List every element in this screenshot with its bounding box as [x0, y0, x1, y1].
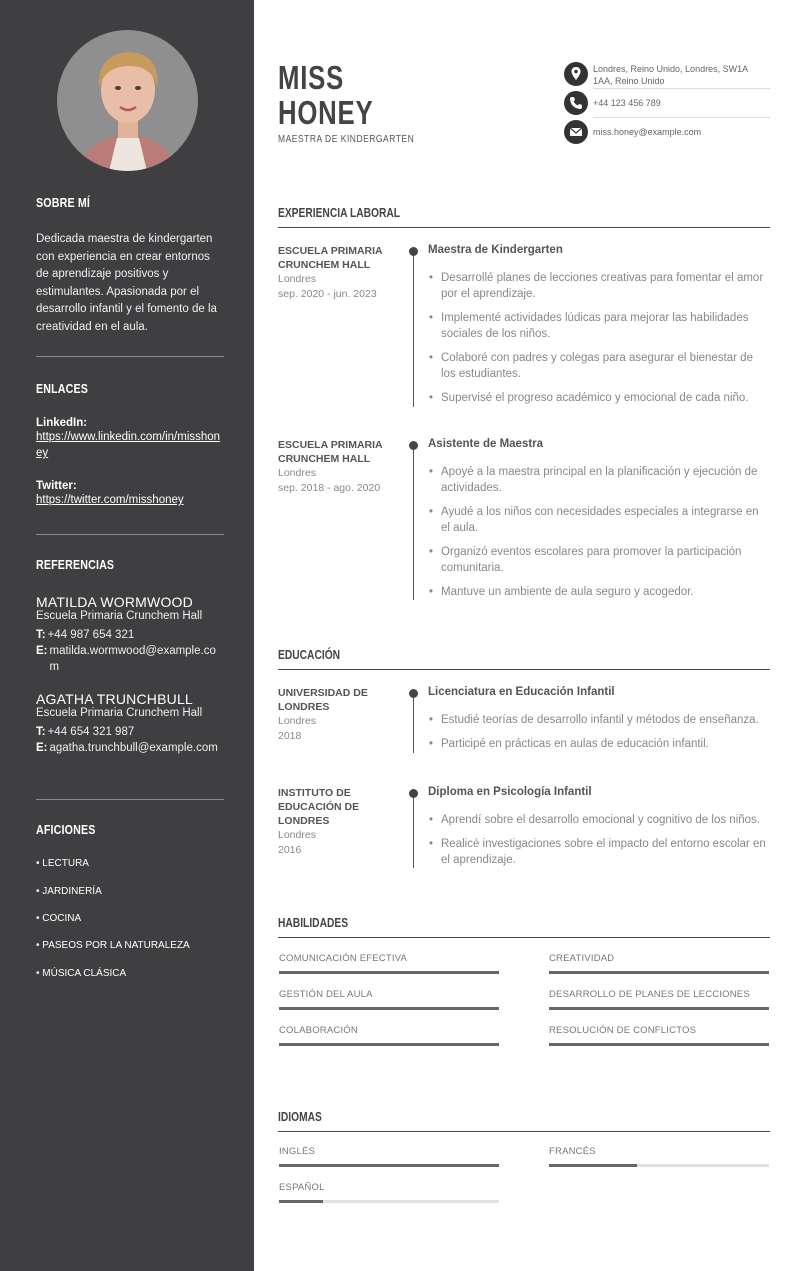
hobby-item: • LECTURA: [36, 858, 89, 869]
skill-bar-fill: [549, 1043, 769, 1046]
bullet-item: • Participé en prácticas en aulas de educación infantil.: [428, 736, 770, 752]
timeline-line: [413, 793, 414, 868]
timeline-dot: [409, 789, 418, 798]
language-item: [279, 1182, 499, 1193]
bullet-item: • Colaboré con padres y colegas para asegurar el bienestar de los estudiantes.: [428, 350, 770, 382]
phone-label: T:: [36, 726, 46, 738]
bullet-item: • Aprendí sobre el desarrollo emocional y cognitivo de los niños.: [428, 812, 770, 828]
divider: [593, 88, 770, 89]
reference-email: matilda.wormwood@example.com: [49, 645, 216, 673]
email-label: E:: [36, 645, 48, 657]
skill-name: COLABORACIÓN: [279, 1025, 358, 1036]
bullet-item: • Mantuve un ambiente de aula seguro y acogedor.: [428, 584, 770, 600]
language-bar-fill: [279, 1200, 323, 1203]
about-text: Dedicada maestra de kindergarten con experiencia en crear entornos de aprendizaje positivos y estimulantes. Apasionada por el desarrollo infantil y el fomento de la creatividad en el aula.: [36, 233, 217, 333]
education-org: [278, 686, 398, 744]
twitter-label: Twitter:: [36, 480, 77, 492]
skill-bar-fill: [549, 971, 769, 974]
divider: [278, 227, 770, 228]
language-bar: [549, 1164, 769, 1167]
linkedin-link[interactable]: https://www.linkedin.com/in/misshoney: [36, 431, 221, 459]
org-name: ESCUELA PRIMARIA CRUNCHEM HALL: [278, 439, 383, 465]
contact-phone: +44 123 456 789: [593, 98, 661, 108]
skill-bar: [279, 1007, 499, 1010]
language-name: ESPAÑOL: [279, 1182, 325, 1193]
bullet-item: • Apoyé a la maestra principal en la planificación y ejecución de actividades.: [428, 464, 770, 496]
position-title: Asistente de Maestra: [428, 438, 544, 450]
phone-icon: [564, 91, 588, 115]
skill-bar-fill: [549, 1007, 769, 1010]
email-label: E:: [36, 742, 48, 754]
language-bar-fill: [549, 1164, 637, 1167]
org-dates: 2016: [278, 844, 302, 856]
divider: [278, 1131, 770, 1132]
skill-name: GESTIÓN DEL AULA: [279, 989, 373, 1000]
skill-bar-fill: [279, 1007, 499, 1010]
timeline-line: [413, 251, 414, 407]
reference-company: Escuela Primaria Crunchem Hall: [36, 707, 203, 719]
skill-bar-fill: [279, 971, 499, 974]
skill-bar: [279, 971, 499, 974]
hobby-item: • COCINA: [36, 913, 82, 924]
skill-name: RESOLUCIÓN DE CONFLICTOS: [549, 1025, 697, 1036]
phone-label: T:: [36, 629, 46, 641]
candidate-name: [278, 60, 373, 130]
education-title: [278, 648, 770, 662]
contact-block: [564, 62, 770, 162]
divider: [36, 799, 224, 800]
contact-address: Londres, Reino Unido, Londres, SW1A 1AA, Reino Unido: [593, 64, 748, 86]
language-name: FRANCÉS: [549, 1146, 596, 1157]
language-bar: [279, 1164, 499, 1167]
name-line-1: MISS: [278, 59, 345, 96]
org-city: Londres: [278, 467, 316, 479]
experience-title-text: EXPERIENCIA LABORAL: [278, 206, 401, 220]
location-pin-icon: [564, 62, 588, 86]
hobby-item: • JARDINERÍA: [36, 886, 102, 897]
bullet-item: • Supervisé el progreso académico y emocional de cada niño.: [428, 390, 770, 406]
reference-phone: +44 987 654 321: [47, 629, 135, 641]
bullet-item: • Organizó eventos escolares para promover la participación comunitaria.: [428, 544, 770, 576]
org-city: Londres: [278, 273, 316, 285]
org-city: Londres: [278, 715, 316, 727]
org-dates: sep. 2020 - jun. 2023: [278, 288, 377, 300]
bullet-item: • Realicé investigaciones sobre el impacto del entorno escolar en el aprendizaje.: [428, 836, 770, 868]
skill-bar: [549, 971, 769, 974]
skill-item: [549, 989, 769, 1000]
experience-org: [278, 438, 398, 496]
languages-title-text: IDIOMAS: [278, 1110, 322, 1124]
degree-bullets: [428, 712, 770, 760]
reference-item: [36, 594, 224, 675]
org-name: UNIVERSIDAD DE LONDRES: [278, 687, 368, 713]
bullet-item: • Estudié teorías de desarrollo infantil y métodos de enseñanza.: [428, 712, 770, 728]
hobbies-title: AFICIONES: [36, 822, 96, 837]
timeline-line: [413, 445, 414, 600]
skill-bar: [549, 1007, 769, 1010]
job-role: MAESTRA DE KINDERGARTEN: [278, 134, 415, 145]
links-title: ENLACES: [36, 381, 89, 396]
skill-item: [279, 1025, 499, 1036]
envelope-icon: [564, 120, 588, 144]
skill-bar: [279, 1043, 499, 1046]
bullet-item: • Ayudé a los niños con necesidades especiales a integrarse en el aula.: [428, 504, 770, 536]
divider: [278, 937, 770, 938]
skill-name: COMUNICACIÓN EFECTIVA: [279, 953, 408, 964]
reference-name: MATILDA WORMWOOD: [36, 594, 193, 610]
timeline-line: [413, 693, 414, 753]
skill-item: [279, 953, 499, 964]
education-org: [278, 786, 398, 858]
reference-name: AGATHA TRUNCHBULL: [36, 691, 193, 707]
degree-title: Diploma en Psicología Infantil: [428, 786, 592, 798]
profile-photo: [57, 30, 198, 171]
bullet-item: • Desarrollé planes de lecciones creativas para fomentar el amor por el aprendizaje.: [428, 270, 770, 302]
language-bar: [279, 1200, 499, 1203]
org-name: INSTITUTO DE EDUCACIÓN DE LONDRES: [278, 787, 360, 827]
skill-name: CREATIVIDAD: [549, 953, 615, 964]
skill-bar: [549, 1043, 769, 1046]
references-title: REFERENCIAS: [36, 557, 115, 572]
name-line-2: HONEY: [278, 94, 374, 131]
skills-title: [278, 916, 770, 930]
timeline-dot: [409, 247, 418, 256]
bullet-item: • Implementé actividades lúdicas para mejorar las habilidades sociales de los niños.: [428, 310, 770, 342]
org-dates: sep. 2018 - ago. 2020: [278, 482, 381, 494]
divider: [36, 534, 224, 535]
language-item: [549, 1146, 769, 1157]
divider: [36, 356, 224, 357]
experience-title: [278, 206, 770, 220]
timeline-dot: [409, 689, 418, 698]
org-city: Londres: [278, 829, 316, 841]
reference-company: Escuela Primaria Crunchem Hall: [36, 610, 203, 622]
language-item: [279, 1146, 499, 1157]
degree-bullets: [428, 812, 770, 876]
experience-org: [278, 244, 398, 302]
language-bar-fill: [279, 1164, 499, 1167]
org-name: ESCUELA PRIMARIA CRUNCHEM HALL: [278, 245, 383, 271]
education-title-text: EDUCACIÓN: [278, 648, 341, 662]
sidebar: [0, 0, 254, 1271]
linkedin-label: LinkedIn:: [36, 417, 88, 429]
timeline-dot: [409, 441, 418, 450]
position-bullets: [428, 270, 770, 414]
hobby-item: • PASEOS POR LA NATURALEZA: [36, 940, 190, 951]
reference-item: [36, 691, 224, 756]
languages-title: [278, 1110, 770, 1124]
reference-email: agatha.trunchbull@example.com: [49, 742, 218, 754]
org-dates: 2018: [278, 730, 302, 742]
skills-title-text: HABILIDADES: [278, 916, 349, 930]
twitter-link[interactable]: https://twitter.com/misshoney: [36, 494, 184, 506]
hobby-item: • MÚSICA CLÁSICA: [36, 968, 127, 979]
skill-bar-fill: [279, 1043, 499, 1046]
reference-phone: +44 654 321 987: [47, 726, 135, 738]
skill-item: [549, 1025, 769, 1036]
divider: [593, 117, 770, 118]
position-bullets: [428, 464, 770, 608]
language-name: INGLÉS: [279, 1146, 316, 1157]
degree-title: Licenciatura en Educación Infantil: [428, 686, 615, 698]
about-title: SOBRE MÍ: [36, 195, 91, 210]
divider: [278, 669, 770, 670]
skill-item: [279, 989, 499, 1000]
skill-name: DESARROLLO DE PLANES DE LECCIONES: [549, 989, 750, 1000]
position-title: Maestra de Kindergarten: [428, 244, 563, 256]
skill-item: [549, 953, 769, 964]
contact-email: miss.honey@example.com: [593, 127, 702, 137]
